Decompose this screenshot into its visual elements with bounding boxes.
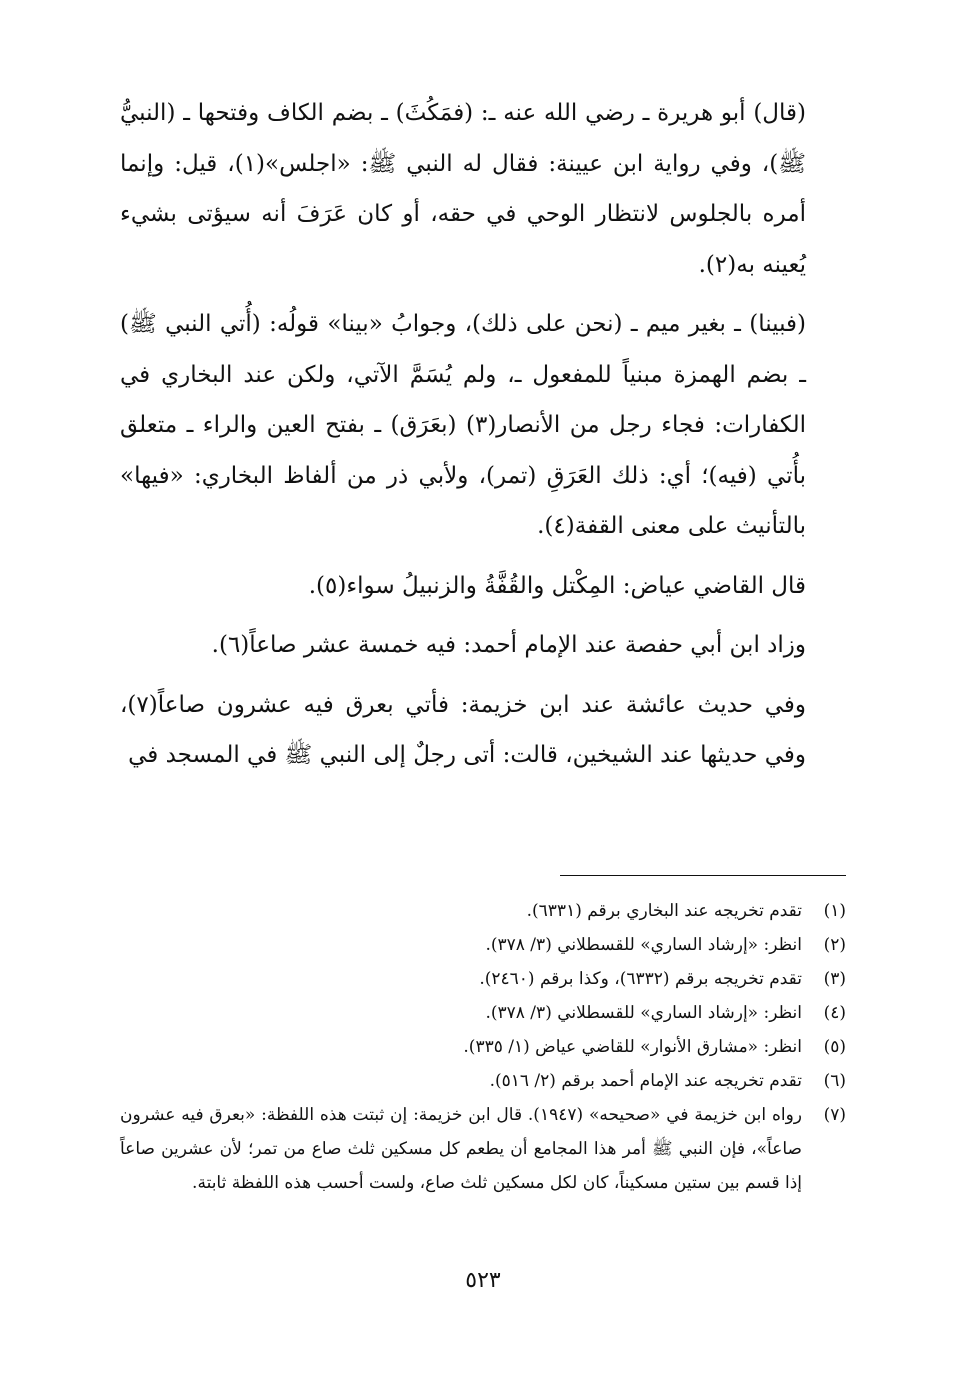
footnote-number: (٧): [823, 1105, 846, 1125]
footnote-item: [120, 928, 846, 962]
footnote-number: (٣): [823, 969, 846, 989]
paragraph-1: (قال) أبو هريرة ـ رضي الله عنه ـ: (فمَكُثَ) ـ بضم الكاف وفتحها ـ (النبيُّ ﷺ)، وفي رواية ابن عيينة: فقال له النبي ﷺ: «اجلس»(١)، قيل: وإنما أمره بالجلوس لانتظار الوحي في حقه، أو كان عَرَفَ أنه سيؤتى بشيء يُعينه به(٢).: [120, 100, 806, 278]
footnote-text: انظر: «مشارق الأنوار» للقاضي عياض (١/ ٣٣٥).: [463, 1037, 802, 1057]
footnote-text: انظر: «إرشاد الساري» للقسطلاني (٣/ ٣٧٨).: [485, 1003, 802, 1023]
footnote-item: [120, 1030, 846, 1064]
footnotes: [120, 894, 846, 1200]
footnote-item: [120, 894, 846, 928]
footnote-item: [120, 1098, 846, 1200]
footnote-item: [120, 962, 846, 996]
footnote-text: انظر: «إرشاد الساري» للقسطلاني (٣/ ٣٧٨).: [485, 935, 802, 955]
footnote-number: (٦): [823, 1071, 846, 1091]
footnote-number: (١): [823, 901, 846, 921]
footnote-item: [120, 1064, 846, 1098]
footnote-number: (٤): [823, 1003, 846, 1023]
main-text: [120, 88, 846, 781]
footnote-number: (٢): [823, 935, 846, 955]
book-page: [120, 88, 846, 1328]
page-number: ٥٢٣: [465, 1268, 501, 1293]
footnote-text: تقدم تخريجه عند البخاري برقم (٦٣٣١).: [526, 901, 802, 921]
paragraph-2: (فبينا) ـ بغير ميم ـ (نحن على ذلك)، وجوابُ «بينا» قولُه: (أُتي النبي ﷺ) ـ بضم الهمزة مبنياً للمفعول ـ، ولم يُسَمَّ الآتي، ولكن عند البخاري في الكفارات: فجاء رجل من الأنصار(٣) (بعَرَق) ـ بفتح العين والراء ـ متعلق بأُتي (فيه)؛ أي: ذلك العَرَقِ (تمر)، ولأبي ذر من ألفاظ البخاري: «فيها» بالتأنيث على معنى القفة(٤).: [120, 311, 806, 539]
footnote-number: (٥): [823, 1037, 846, 1057]
footnote-item: [120, 996, 846, 1030]
paragraph-3: قال القاضي عياض: المِكْتل والقُفَّةُ والزنبيلُ سواء(٥).: [308, 572, 806, 599]
footnote-text: تقدم تخريجه عند الإمام أحمد برقم (٢/ ٥١٦).: [489, 1071, 802, 1091]
footnote-text: رواه ابن خزيمة في «صحيحه» (١٩٤٧). قال ابن خزيمة: إن ثبتت هذه اللفظة: «بعرق فيه عشرون صاعاً»، فإن النبي ﷺ أمر هذا المجامع أن يطعم كل مسكين ثلث صاع من تمر؛ لأن عشرين صاعاً إذا قسم بين ستين مسكيناً، كان لكل مسكين ثلث صاع، ولست أحسب هذه اللفظة ثابتة.: [120, 1105, 802, 1193]
footnote-text: تقدم تخريجه برقم (٦٣٣٢)، وكذا برقم (٢٤٦٠).: [479, 969, 802, 989]
paragraph-4: وزاد ابن أبي حفصة عند الإمام أحمد: فيه خمسة عشر صاعاً(٦).: [211, 632, 806, 658]
paragraph-5: وفي حديث عائشة عند ابن خزيمة: فأتي بعرق فيه عشرون صاعاً(٧)، وفي حديثها عند الشيخين، قالت: أتى رجلٌ إلى النبي ﷺ في المسجد في: [120, 691, 806, 768]
footnote-divider: [560, 875, 846, 876]
